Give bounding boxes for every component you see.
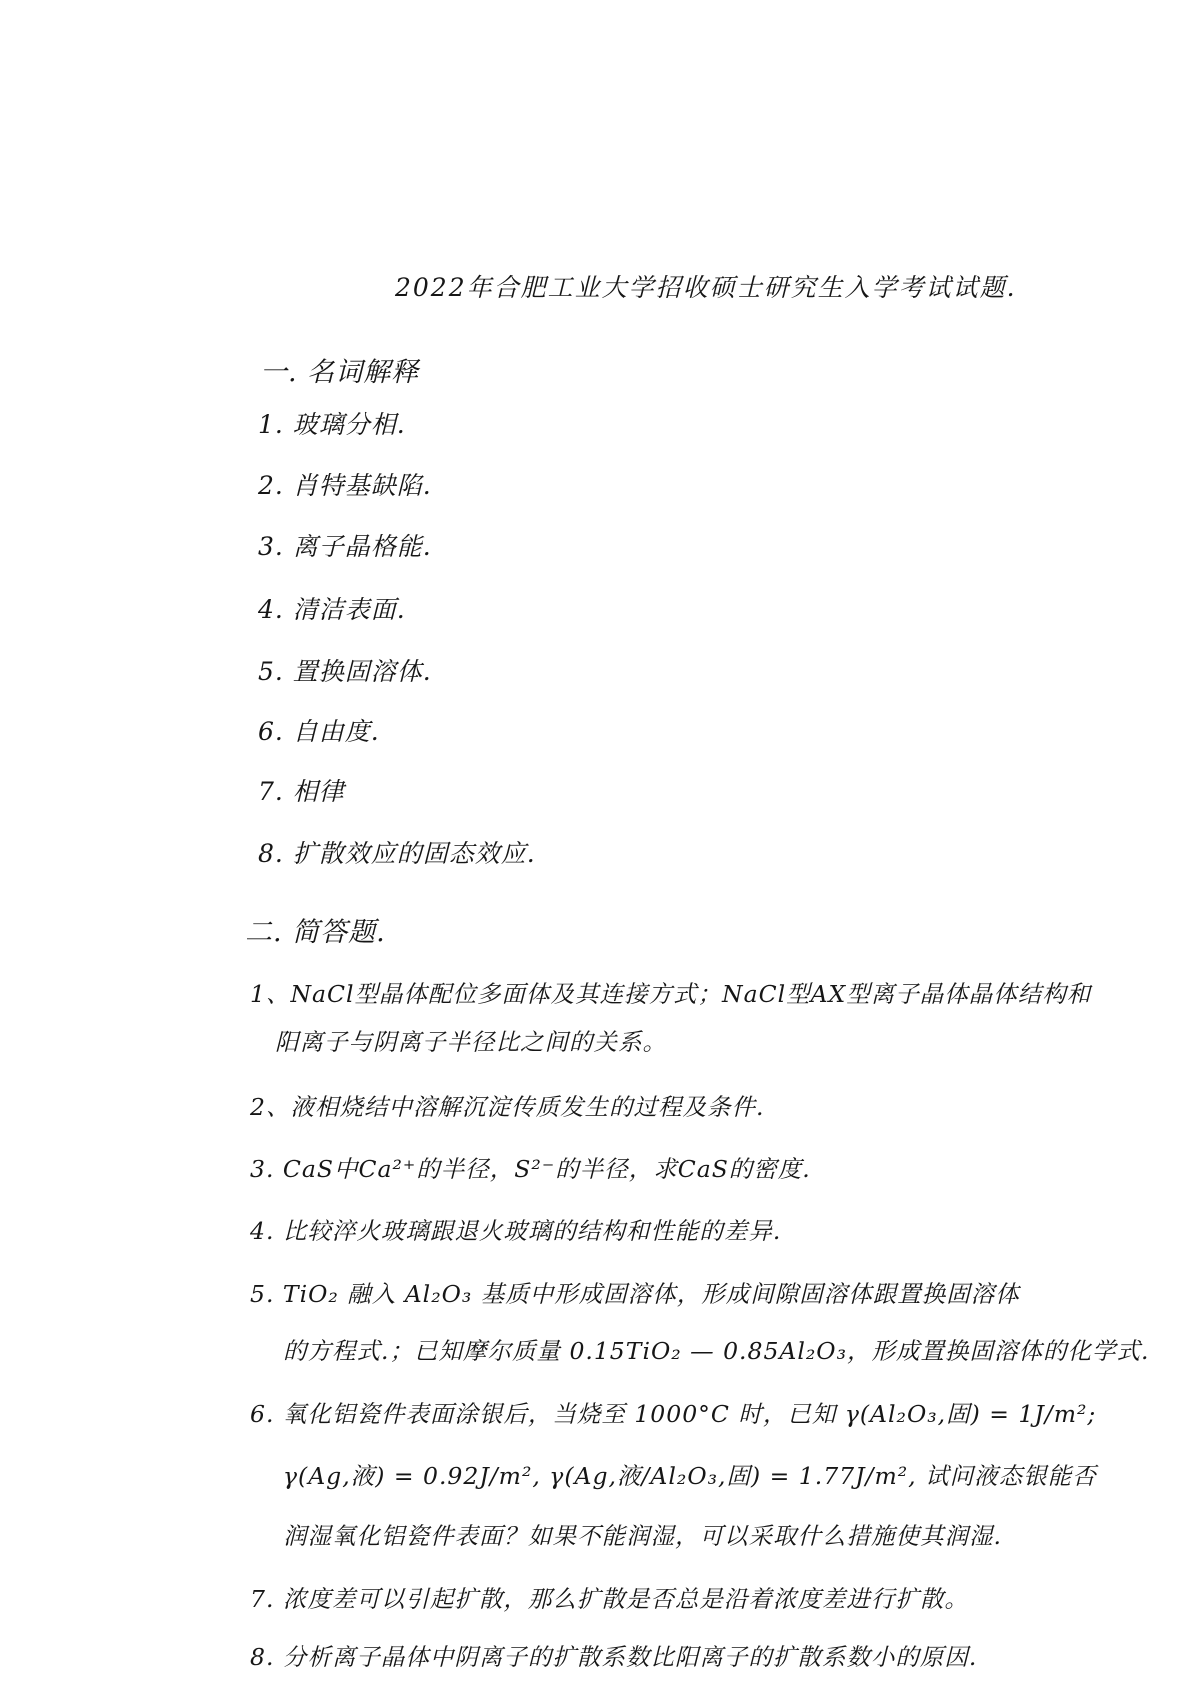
term-item: 5. 置换固溶体. [258,657,432,686]
question-line: 2、液相烧结中溶解沉淀传质发生的过程及条件. [250,1093,765,1121]
question-line: 3. CaS中Ca²⁺的半径，S²⁻的半径，求CaS的密度. [250,1155,811,1183]
question-line: 的方程式.；已知摩尔质量 0.15TiO₂ — 0.85Al₂O₃，形成置换固溶体的化学式. [283,1337,1150,1365]
term-item: 2. 肖特基缺陷. [258,471,432,500]
question-line: 8. 分析离子晶体中阴离子的扩散系数比阳离子的扩散系数小的原因. [250,1643,978,1671]
question-line: 润湿氧化铝瓷件表面？如果不能润湿，可以采取什么措施使其润湿. [283,1522,1002,1550]
section-1-heading: 一. 名词解释 [260,357,420,388]
term-item: 4. 清洁表面. [258,595,406,624]
question-line: 6. 氧化铝瓷件表面涂银后，当烧至 1000°C 时，已知 γ(Al₂O₃,固) = 1J/m²; [250,1400,1097,1428]
term-item: 3. 离子晶格能. [258,532,432,561]
question-line: 7. 浓度差可以引起扩散，那么扩散是否总是沿着浓度差进行扩散。 [250,1585,969,1613]
term-item: 7. 相律 [258,777,345,806]
question-line: 1、NaCl型晶体配位多面体及其连接方式；NaCl型AX型离子晶体晶体结构和 [250,980,1092,1008]
question-line: 4. 比较淬火玻璃跟退火玻璃的结构和性能的差异. [250,1217,782,1245]
section-2-heading: 二. 简答题. [245,917,386,948]
question-line: γ(Ag,液) = 0.92J/m², γ(Ag,液/Al₂O₃,固) = 1.77J/m², 试问液态银能否 [283,1462,1097,1490]
term-item: 1. 玻璃分相. [258,410,406,439]
question-line: 5. TiO₂ 融入 Al₂O₃ 基质中形成固溶体，形成间隙固溶体跟置换固溶体 [250,1280,1020,1308]
exam-title: 2022年合肥工业大学招收硕士研究生入学考试试题. [395,273,1017,302]
term-item: 8. 扩散效应的固态效应. [258,839,536,868]
term-item: 6. 自由度. [258,717,380,746]
question-line: 阳离子与阴离子半径比之间的关系。 [275,1028,667,1056]
